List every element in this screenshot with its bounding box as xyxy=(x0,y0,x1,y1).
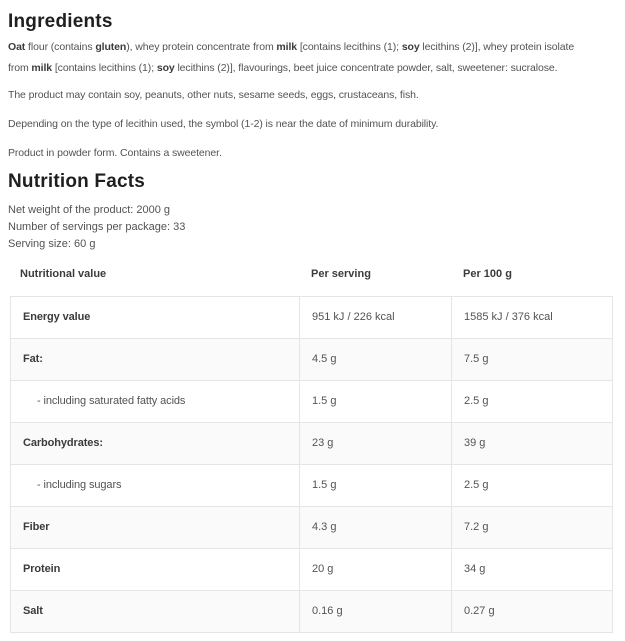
nutrient-label-cell: Carbohydrates: xyxy=(11,423,300,465)
per-serving-cell: 0.16 g xyxy=(300,591,452,633)
product-description-section xyxy=(0,9,625,633)
table-row-fat xyxy=(11,339,613,381)
per-serving-cell: 4.3 g xyxy=(300,507,452,549)
nutrient-label-cell: Energy value xyxy=(11,297,300,339)
table-row-carbohydrates xyxy=(11,423,613,465)
table-row-sugars xyxy=(11,465,613,507)
table-row-saturated-fat xyxy=(11,381,613,423)
nutrition-table-body xyxy=(10,296,613,633)
per-100g-cell: 1585 kJ / 376 kcal xyxy=(452,297,613,339)
serving-size-line: Serving size: 60 g xyxy=(8,238,96,250)
nutrition-facts-heading: Nutrition Facts xyxy=(8,171,146,192)
per-serving-cell: 4.5 g xyxy=(300,339,452,381)
header-per-serving: Per serving xyxy=(311,268,371,280)
nutrition-table-header-row xyxy=(10,262,612,296)
table-row-salt xyxy=(11,591,613,633)
per-100g-cell: 2.5 g xyxy=(452,381,613,423)
nutrient-label-cell: Protein xyxy=(11,549,300,591)
per-serving-cell: 1.5 g xyxy=(300,381,452,423)
table-row-protein xyxy=(11,549,613,591)
per-100g-cell: 2.5 g xyxy=(452,465,613,507)
nutrient-label-cell: Fat: xyxy=(11,339,300,381)
nutrient-label-cell: Fiber xyxy=(11,507,300,549)
per-100g-cell: 0.27 g xyxy=(452,591,613,633)
lecithin-symbol-note: Depending on the type of lecithin used, the symbol (1-2) is near the date of minimum durability. xyxy=(8,118,439,130)
per-100g-cell: 7.5 g xyxy=(452,339,613,381)
table-row-fiber xyxy=(11,507,613,549)
powder-form-note: Product in powder form. Contains a sweetener. xyxy=(8,147,222,159)
per-100g-cell: 34 g xyxy=(452,549,613,591)
per-serving-cell: 20 g xyxy=(300,549,452,591)
ingredients-heading: Ingredients xyxy=(8,11,113,32)
per-serving-cell: 1.5 g xyxy=(300,465,452,507)
nutrient-label-cell: - including saturated fatty acids xyxy=(11,381,300,423)
allergen-may-contain-text: The product may contain soy, peanuts, other nuts, sesame seeds, eggs, crustaceans, fish. xyxy=(8,89,419,101)
header-per-100g: Per 100 g xyxy=(463,268,512,280)
per-serving-cell: 23 g xyxy=(300,423,452,465)
ingredients-composition-text: Oat flour (contains gluten), whey protein concentrate from milk [contains lecithins (1); soy lecithins (2)], whey protein isolate from milk [contains lecithins (1); soy lecithins (2)], flavourings, beet juice concentrate powder, salt, sweetener: sucralose. xyxy=(8,41,575,74)
per-100g-cell: 7.2 g xyxy=(452,507,613,549)
table-row-energy xyxy=(11,297,613,339)
per-100g-cell: 39 g xyxy=(452,423,613,465)
header-nutritional-value: Nutritional value xyxy=(20,268,107,280)
servings-per-package-line: Number of servings per package: 33 xyxy=(8,221,186,233)
net-weight-line: Net weight of the product: 2000 g xyxy=(8,204,171,216)
nutrient-label-cell: Salt xyxy=(11,591,300,633)
nutrient-label-cell: - including sugars xyxy=(11,465,300,507)
nutrition-table xyxy=(10,262,612,633)
nutrition-meta-block xyxy=(8,202,617,253)
per-serving-cell: 951 kJ / 226 kcal xyxy=(300,297,452,339)
